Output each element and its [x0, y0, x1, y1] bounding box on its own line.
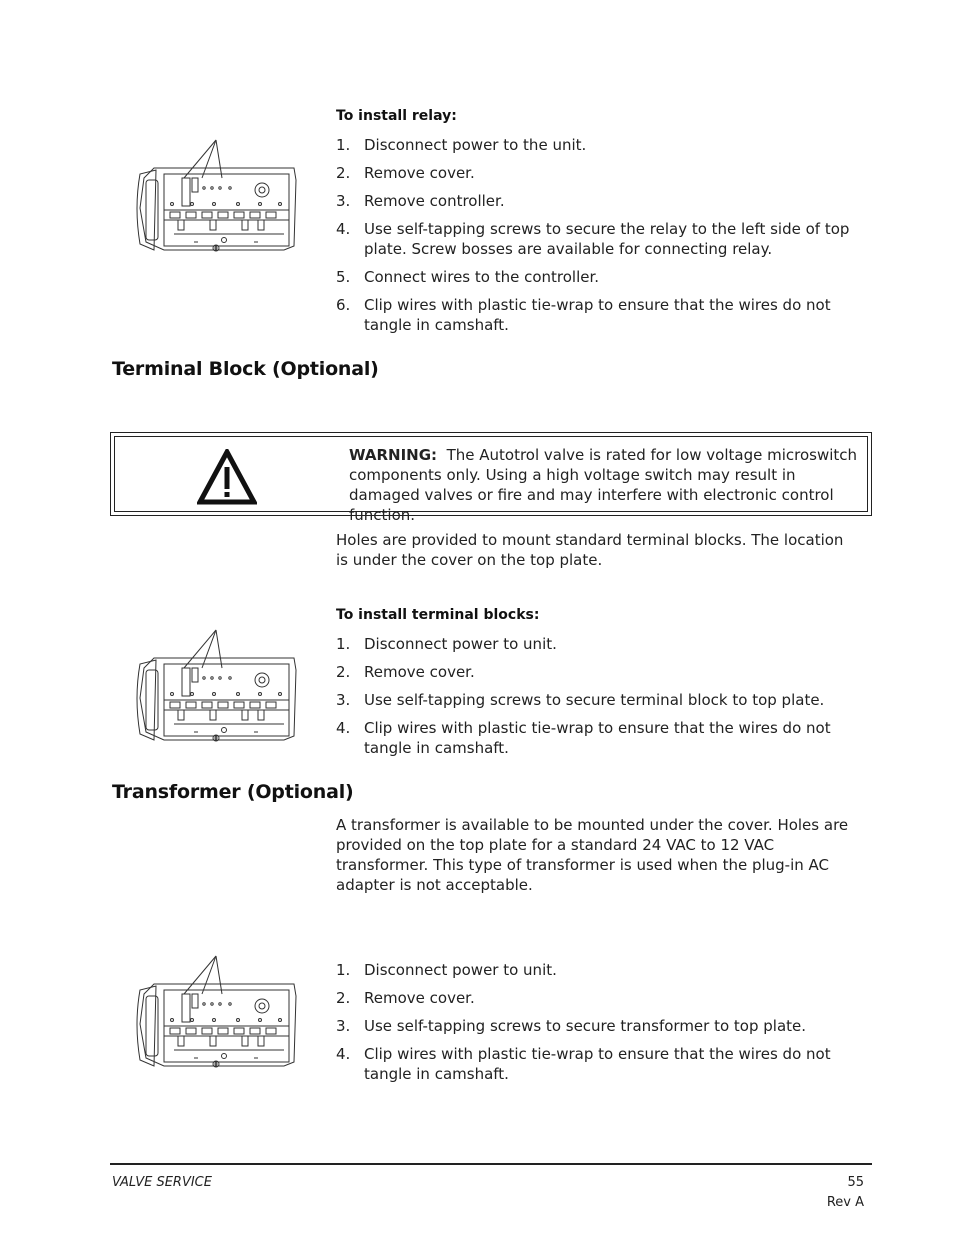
list-item: 4. Use self-tapping screws to secure the relay to the left side of top plate. Screw bosses are available for connecting relay. — [336, 220, 850, 258]
list-item: 2. Remove cover. — [336, 663, 475, 681]
relay-steps — [336, 135, 872, 343]
warning-triangle-icon — [197, 449, 257, 505]
warning-text: The Autotrol valve is rated for low voltage microswitch components only. Using a high voltage switch may result in damaged valves or fire and may interfere with electronic control function. — [349, 446, 858, 524]
list-item: 4. Clip wires with plastic tie-wrap to ensure that the wires do not tangle in camshaft. — [336, 719, 831, 757]
page-number: 55 — [847, 1175, 864, 1190]
terminal-block-heading: Terminal Block (Optional) — [112, 358, 379, 380]
transformer-intro: A transformer is available to be mounted under the cover. Holes are provided on the top plate for a standard 24 VAC to 12 VAC transformer. This type of transformer is used when the plug-in AC adapter is not acceptable. — [336, 816, 849, 894]
transformer-steps — [336, 960, 872, 1092]
list-item: 5. Connect wires to the controller. — [336, 268, 600, 286]
warning-message — [349, 445, 861, 525]
warning-box — [110, 432, 872, 524]
valve-relay-diagram — [134, 138, 304, 260]
list-item: 2. Remove cover. — [336, 164, 475, 182]
warning-label: WARNING: — [349, 446, 438, 464]
list-item: 3. Remove controller. — [336, 192, 505, 210]
revision-label: Rev A — [826, 1195, 864, 1210]
list-item: 6. Clip wires with plastic tie-wrap to ensure that the wires do not tangle in camshaft. — [336, 296, 831, 334]
relay-subheading: To install relay: — [336, 108, 457, 124]
list-item: 1. Disconnect power to unit. — [336, 961, 557, 979]
valve-terminal-block-diagram — [134, 628, 304, 750]
list-item: 1. Disconnect power to the unit. — [336, 136, 587, 154]
terminal-block-intro: Holes are provided to mount standard terminal blocks. The location is under the cover on the top plate. — [336, 531, 844, 569]
list-item: 3. Use self-tapping screws to secure transformer to top plate. — [336, 1017, 807, 1035]
list-item: 3. Use self-tapping screws to secure terminal block to top plate. — [336, 691, 825, 709]
terminal-block-steps — [336, 634, 872, 766]
valve-transformer-diagram — [134, 954, 304, 1076]
footer-section: VALVE SERVICE — [112, 1175, 212, 1190]
list-item: 2. Remove cover. — [336, 989, 475, 1007]
terminal-block-subheading: To install terminal blocks: — [336, 607, 540, 623]
transformer-heading: Transformer (Optional) — [112, 781, 354, 803]
footer-divider — [110, 1163, 872, 1165]
list-item: 4. Clip wires with plastic tie-wrap to ensure that the wires do not tangle in camshaft. — [336, 1045, 831, 1083]
list-item: 1. Disconnect power to unit. — [336, 635, 557, 653]
